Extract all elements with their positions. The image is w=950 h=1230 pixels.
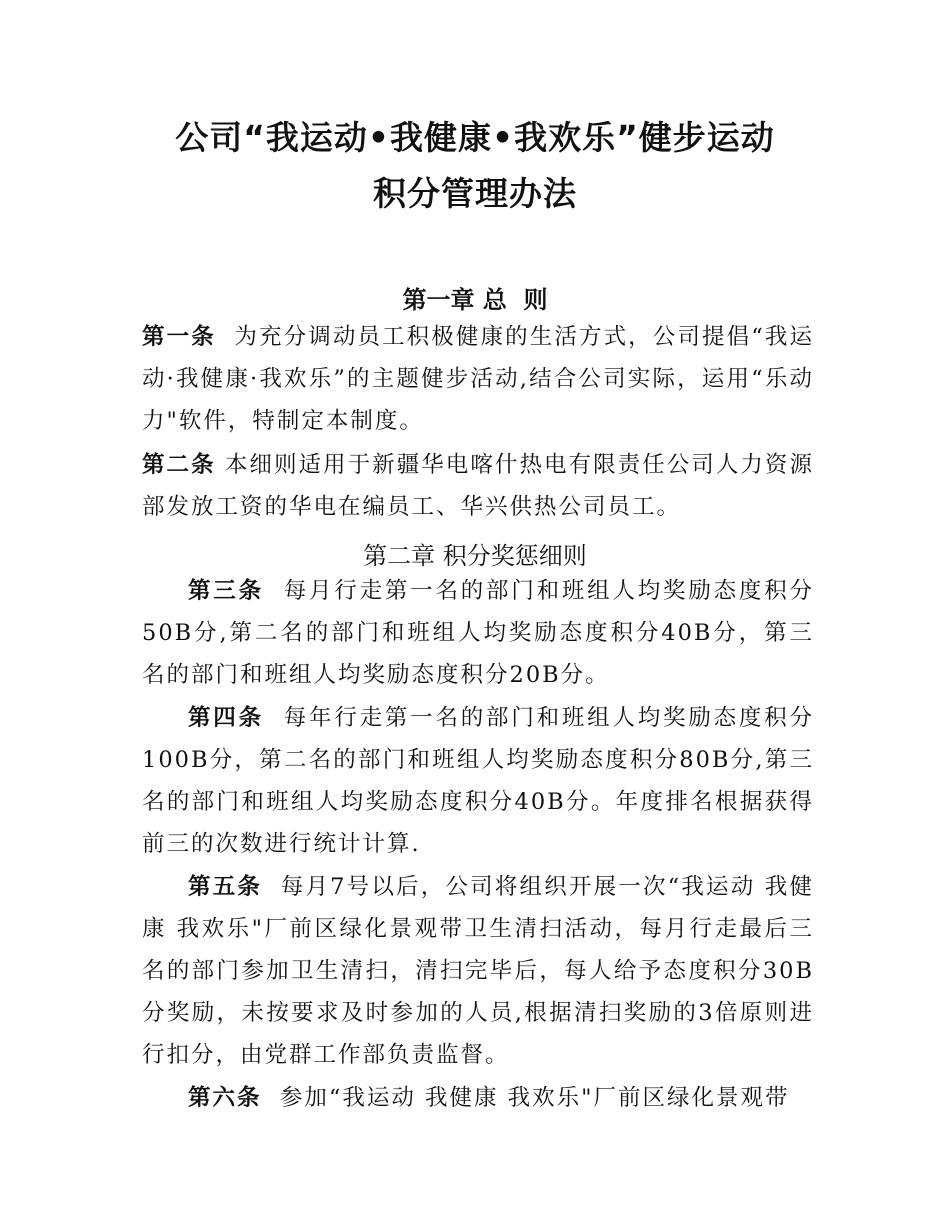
article-text: 每月行走第一名的部门和班组人均奖励态度积分50B分,第二名的部门和班组人均奖励态度积分40B分，第三名的部门和班组人均奖励态度积分20B分。 <box>142 578 814 688</box>
article-text: 每年行走第一名的部门和班组人均奖励态度积分100B分，第二名的部门和班组人均奖励态度积分80B分,第三名的部门和班组人均奖励态度积分40B分。年度排名根据获得前三的次数进行统计计算. <box>142 705 814 857</box>
article-6 <box>142 1077 814 1119</box>
article-5 <box>142 866 814 1076</box>
document-title-line2: 积分管理办法 <box>373 174 577 213</box>
chapter-heading-2: 第二章 积分奖惩细则 <box>363 542 587 570</box>
article-label: 第一条 <box>142 324 216 350</box>
chapter-heading-1: 第一章 总 则 <box>402 286 548 314</box>
article-label: 第五条 <box>188 874 263 900</box>
article-label: 第三条 <box>188 578 264 604</box>
article-text: 本细则适用于新疆华电喀什热电有限责任公司人力资源部发放工资的华电在编员工、华兴供热公司员工。 <box>142 452 814 520</box>
article-4 <box>142 697 814 865</box>
document-title-line1: 公司“我运动•我健康•我欢乐”健步运动 <box>175 118 775 157</box>
article-text: 为充分调动员工积极健康的生活方式，公司提倡“我运动·我健康·我欢乐”的主题健步活动,结合公司实际，运用“乐动力"软件，特制定本制度。 <box>142 324 814 434</box>
article-1 <box>142 316 814 442</box>
article-3 <box>142 570 814 696</box>
article-label: 第四条 <box>188 705 264 731</box>
article-text: 参加“我运动 我健康 我欢乐"厂前区绿化景观带 <box>279 1085 790 1111</box>
article-label: 第二条 <box>142 452 216 478</box>
article-2 <box>142 444 814 528</box>
article-label: 第六条 <box>188 1085 262 1111</box>
article-text: 每月7号以后，公司将组织开展一次“我运动 我健康 我欢乐"厂前区绿化景观带卫生清扫活动，每月行走最后三名的部门参加卫生清扫，清扫完毕后，每人给予态度积分30B分奖励，未按要求及时参加的人员,根据清扫奖励的3倍原则进行扣分，由党群工作部负责监督。 <box>142 874 814 1068</box>
